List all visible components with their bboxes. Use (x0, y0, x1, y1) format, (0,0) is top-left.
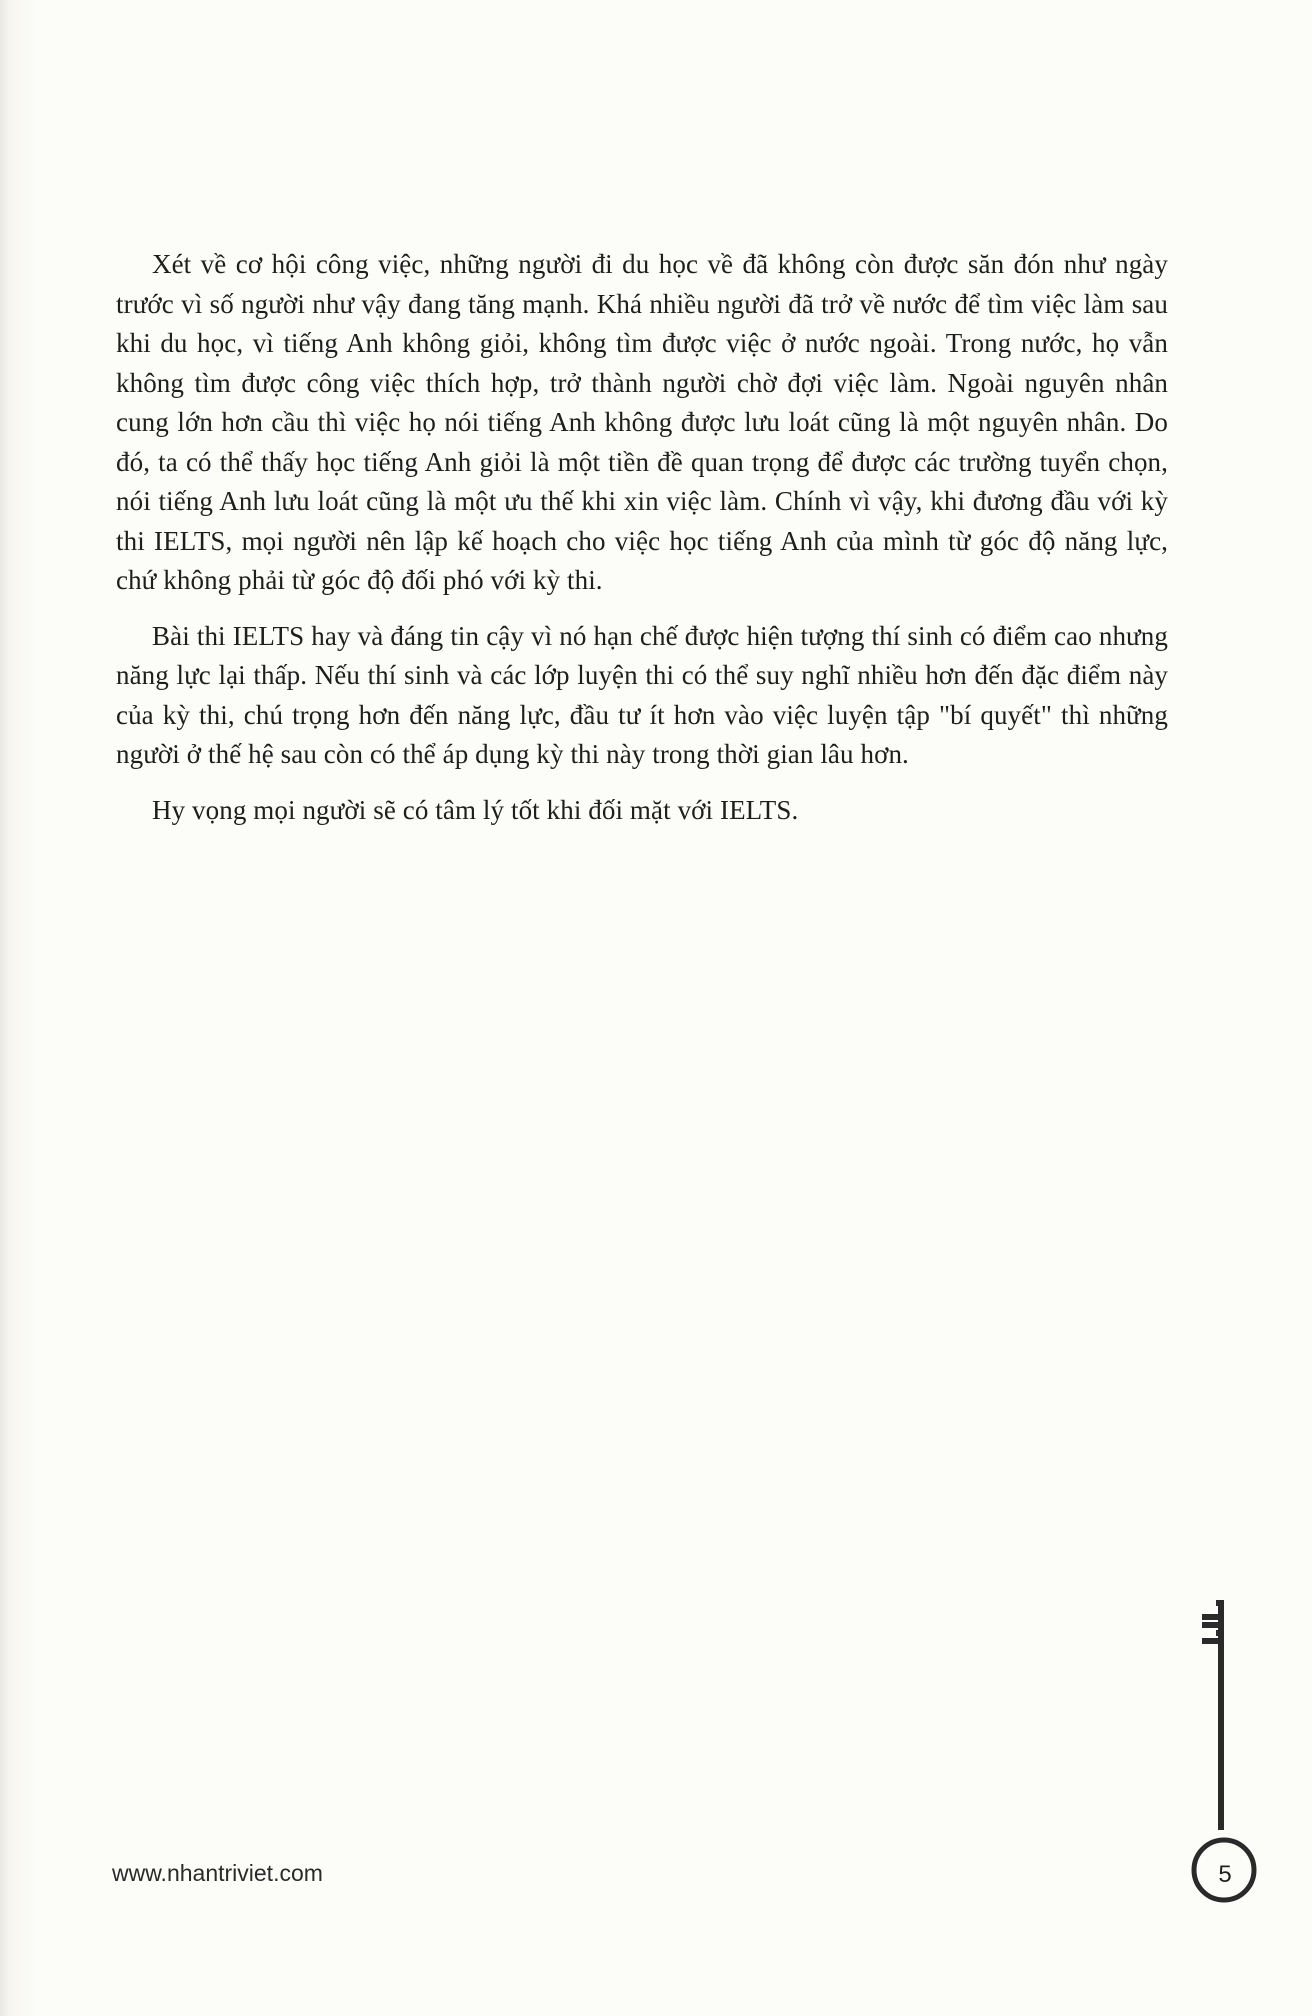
publisher-website: www.nhantriviet.com (112, 1860, 323, 1886)
paragraph-1: Xét về cơ hội công việc, những người đi du học về đã không còn được săn đón như ngày trước vì số người như vậy đang tăng mạnh. Khá nhiều người đã trở về nước để tìm việc làm sau khi du học, vì tiếng Anh không giỏi, không tìm được việc ở nước ngoài. Trong nước, họ vẫn không tìm được công việc thích hợp, trở thành người chờ đợi việc làm. Ngoài nguyên nhân cung lớn hơn cầu thì việc họ nói tiếng Anh không được lưu loát cũng là một nguyên nhân. Do đó, ta có thể thấy học tiếng Anh giỏi là một tiền đề quan trọng để được các trường tuyển chọn, nói tiếng Anh lưu loát cũng là một ưu thế khi xin việc làm. Chính vì vậy, khi đương đầu với kỳ thi IELTS, mọi người nên lập kế hoạch cho việc học tiếng Anh của mình từ góc độ năng lực, chứ không phải từ góc độ đối phó với kỳ thi. (116, 249, 1168, 595)
paragraph-3: Hy vọng mọi người sẽ có tâm lý tốt khi đối mặt với IELTS. (152, 794, 799, 825)
body-text (116, 245, 1168, 830)
page-number: 5 (1218, 1861, 1232, 1888)
paragraph-2: Bài thi IELTS hay và đáng tin cậy vì nó hạn chế được hiện tượng thí sinh có điểm cao nhưng năng lực lại thấp. Nếu thí sinh và các lớp luyện thi có thể suy nghĩ nhiều hơn đến đặc điểm này của kỳ thi, chú trọng hơn đến năng lực, đầu tư ít hơn vào việc luyện tập "bí quyết" thì những người ở thế hệ sau còn có thể áp dụng kỳ thi này trong thời gian lâu hơn. (116, 620, 1168, 769)
